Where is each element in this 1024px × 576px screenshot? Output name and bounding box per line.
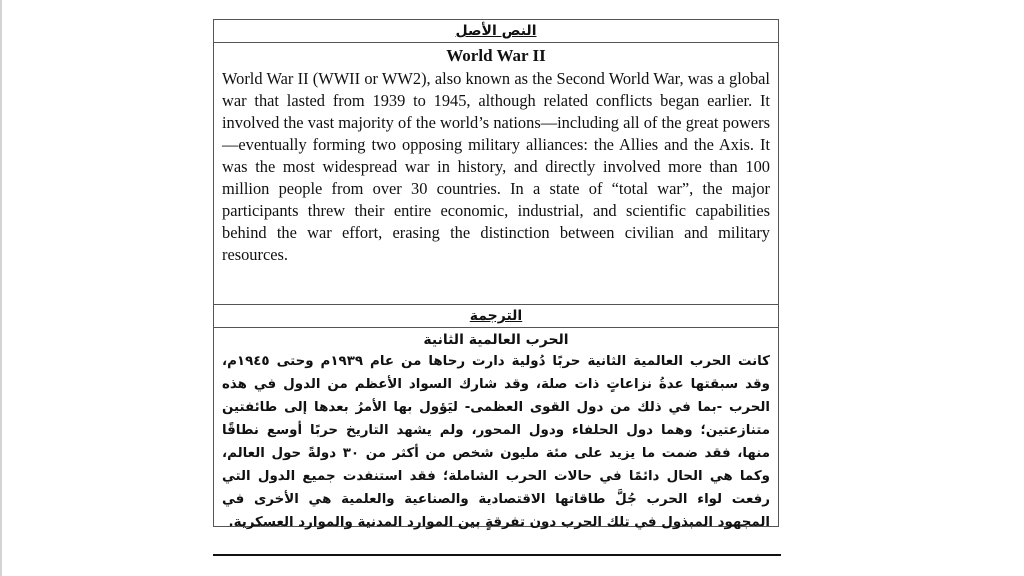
source-text-cell: [214, 43, 778, 305]
source-title: World War II: [446, 46, 546, 65]
source-text-header: النص الأصل: [214, 20, 778, 43]
translation-table: [213, 19, 779, 530]
page-edge-line: [0, 0, 2, 576]
translation-paragraph: كانت الحرب العالمية الثانية حربًا دُولية دارت رحاها من عام ١٩٣٩م وحتى ١٩٤٥م، وقد سبقتها عدةُ نزاعاتٍ ذات صلة، وقد شارك السواد الأعظم من الدول في هذه الحرب -بما في ذلك من دول القوى العظمى- ليَؤول بها الأمرُ بعدها إلى طائفتين متنازعتين؛ وهما دول الحلفاء ودول المحور، ولم يشهد التاريخ حربًا أوسع نطاقًا منها، فقد ضمت ما يزيد على مئة مليون شخص من أكثر من ٣٠ دولةً حول العالم، وكما هي الحال دائمًا في حالات الحرب الشاملة؛ فقد استنفدت جميع الدول التي رفعت لواء الحرب جُلَّ طاقاتها الاقتصادية والصناعية والعلمية هي الأخرى في المجهود المبذول في تلك الحرب دون تفرقةٍ بين الموارد المدنية والموارد العسكرية.: [222, 354, 770, 530]
translation-header: الترجمة: [214, 305, 778, 328]
source-paragraph: World War II (WWII or WW2), also known as the Second World War, was a global war that lasted from 1939 to 1945, although related conflicts began earlier. It involved the vast majority of the world’s nations—including all of the great powers—eventually forming two opposing military alliances: the Allies and the Axis. It was the most widespread war in history, and directly involved more than 100 million people from over 30 countries. In a state of “total war”, the major participants threw their entire economic, industrial, and scientific capabilities behind the war effort, erasing the distinction between civilian and military resources.: [222, 69, 770, 264]
footer-divider: [213, 554, 781, 556]
translation-title: الحرب العالمية الثانية: [423, 332, 569, 348]
translation-cell: [214, 330, 778, 530]
